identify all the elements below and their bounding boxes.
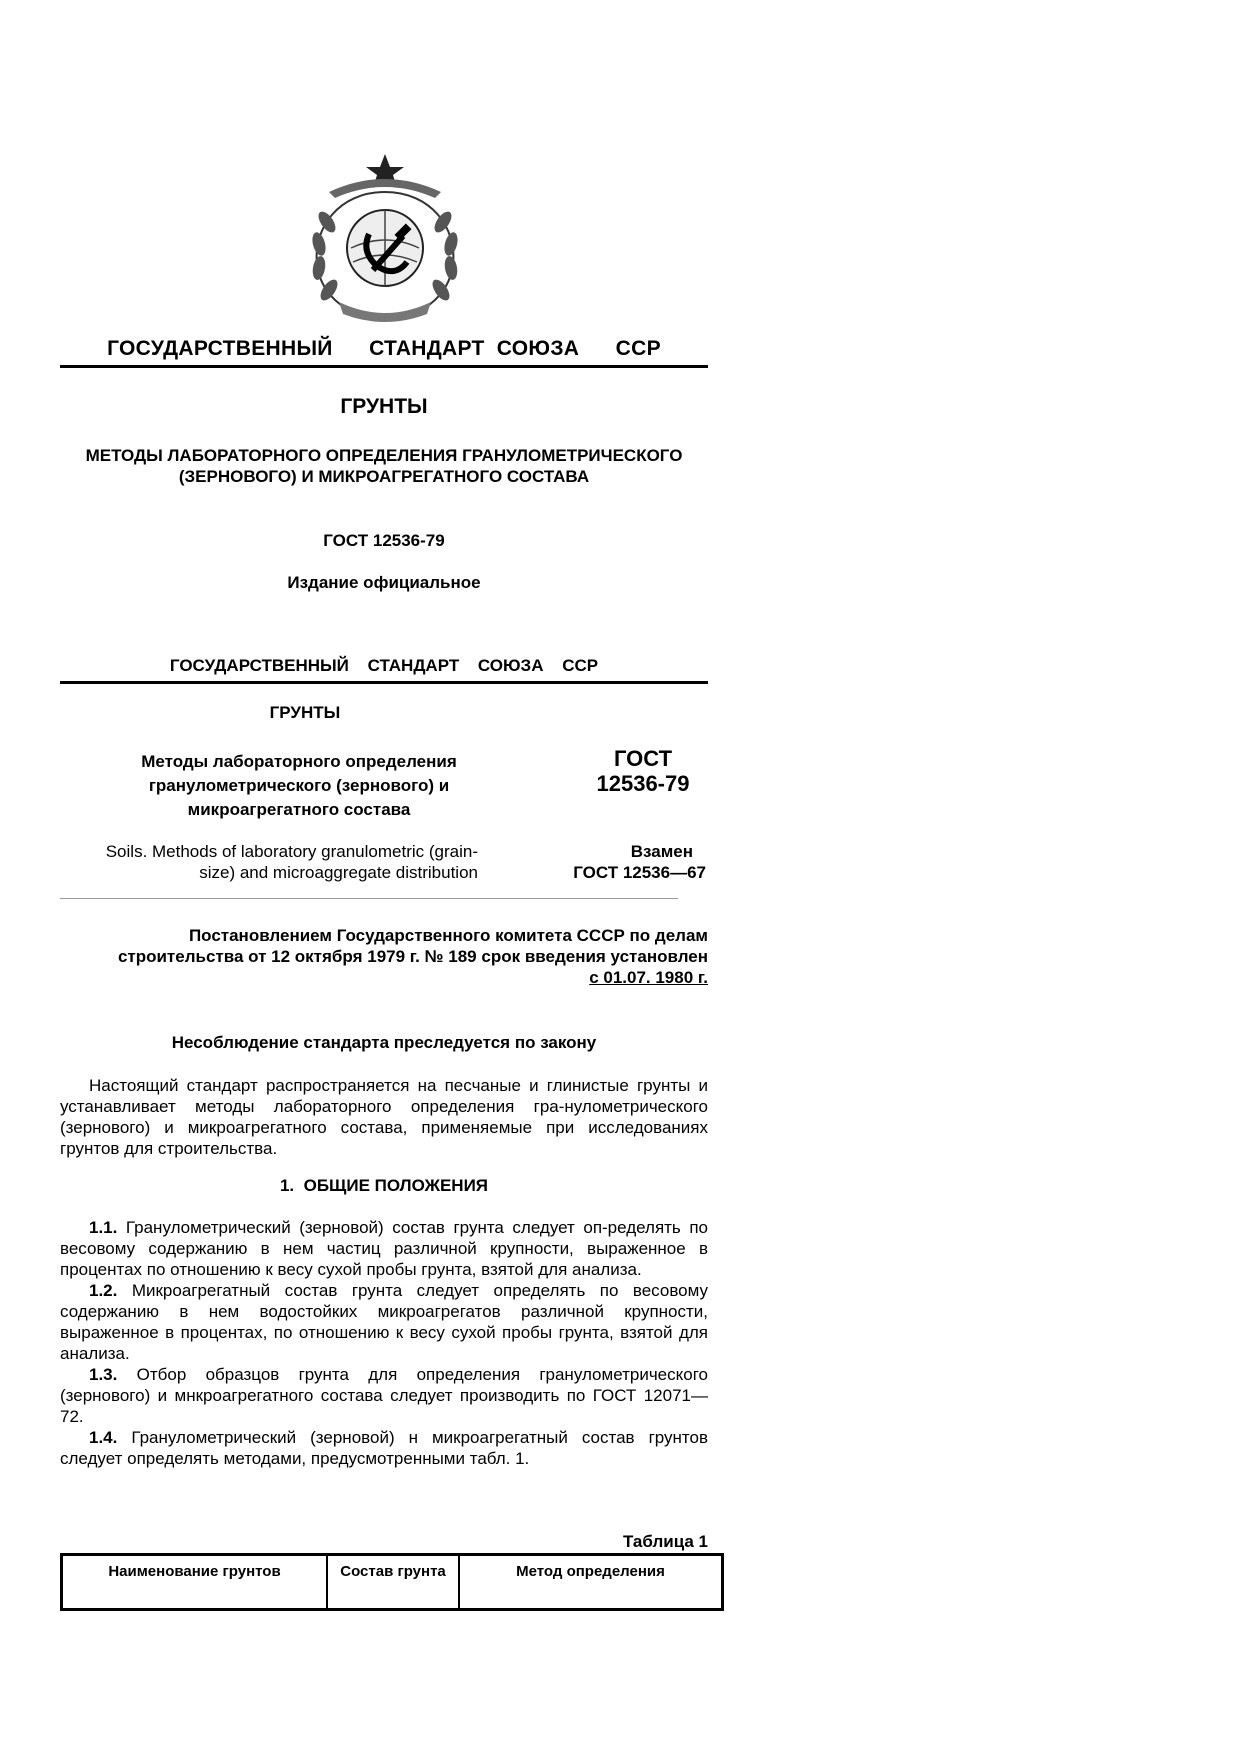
subject-title: ГРУНТЫ [340, 395, 428, 418]
replaces-label: Взамен [630, 842, 693, 861]
edition-note: Издание официальное [287, 573, 481, 592]
ussr-emblem-icon [299, 152, 471, 326]
second-title-divider [60, 681, 708, 684]
clause-1-4 [60, 1427, 708, 1469]
clause-text: Микроагрегатный состав грунта следует определять по весовому содержанию в нем водостойких микроагрегатов различной крупности, выраженное в процентах, по отношению к весу сухой пробы грунта, взятой для анализа. [60, 1281, 708, 1363]
table-header-method: Метод определения [516, 1563, 665, 1580]
clause-number: 1.3. [89, 1365, 118, 1384]
standard-number: ГОСТ 12536-79 [323, 531, 445, 550]
second-state-standard-title: ГОСУДАРСТВЕННЫЙ СТАНДАРТ СОЮЗА ССР [169, 656, 599, 675]
clause-text: Гранулометрический (зерновой) н микроагрегатный состав грунтов следует определять методами, предусмотренными табл. 1. [60, 1428, 708, 1468]
clause-text: Гранулометрический (зерновой) состав грунта следует оп-ределять по весовому содержанию в нем частиц различной крупности, выраженное в процентах по отношению к весу сухой пробы грунта, взятой для анализа. [60, 1218, 708, 1279]
section-items [60, 1217, 708, 1469]
clause-text: Отбор образцов грунта для определения гранулометрического (зернового) и мнкроагрегатного состава следует производить по ГОСТ 12071—72. [60, 1365, 708, 1426]
legal-warning: Несоблюдение стандарта преследуется по закону [171, 1033, 597, 1052]
decree-body: Постановлением Государственного комитета СССР по делам строительства от 12 октября 1979 г. № 189 срок введения установлен [117, 926, 708, 966]
document-title-caps: МЕТОДЫ ЛАБОРАТОРНОГО ОПРЕДЕЛЕНИЯ ГРАНУЛОМЕТРИЧЕСКОГО (ЗЕРНОВОГО) И МИКРОАГРЕГАТНОГО СОСТАВА [85, 446, 683, 486]
state-standard-title: ГОСУДАРСТВЕННЫЙ СТАНДАРТ СОЮЗА ССР [107, 337, 661, 360]
document-title-ru: Методы лабораторного определения гранулометрического (зернового) и микроагрегатного состава [141, 752, 457, 819]
clause-1-3 [60, 1364, 708, 1427]
clause-number: 1.1. [89, 1218, 118, 1237]
clause-number: 1.4. [89, 1428, 118, 1447]
thin-divider [60, 898, 678, 899]
second-subject-title: ГРУНТЫ [269, 703, 341, 722]
table-header-soil-composition: Состав грунта [328, 1556, 460, 1608]
gost-label: ГОСТ [613, 746, 673, 771]
decree-text [110, 925, 708, 988]
clause-number: 1.2. [89, 1281, 118, 1300]
gost-block [583, 746, 703, 796]
section-heading: 1. ОБЩИЕ ПОЛОЖЕНИЯ [279, 1176, 489, 1195]
table-caption: Таблица 1 [622, 1532, 708, 1551]
replaces-block [530, 841, 706, 883]
gost-number: 12536-79 [596, 771, 690, 796]
table-1 [60, 1553, 724, 1611]
intro-paragraph: Настоящий стандарт распространяется на песчаные и глинистые грунты и устанавливает методы лабораторного определения гра-нулометрического (зернового) и микроагрегатного состава, применяемые при исследованиях грунтов для строительства. [60, 1076, 708, 1158]
decree-date: с 01.07. 1980 г. [589, 968, 708, 987]
table-header-soil-name: Наименование грунтов [63, 1556, 328, 1608]
clause-1-2 [60, 1280, 708, 1364]
replaces-number: ГОСТ 12536—67 [573, 863, 706, 882]
clause-1-1 [60, 1217, 708, 1280]
document-title-en: Soils. Methods of laboratory granulometric (grain-size) and microaggregate distribution [105, 842, 478, 882]
title-divider [60, 365, 708, 368]
